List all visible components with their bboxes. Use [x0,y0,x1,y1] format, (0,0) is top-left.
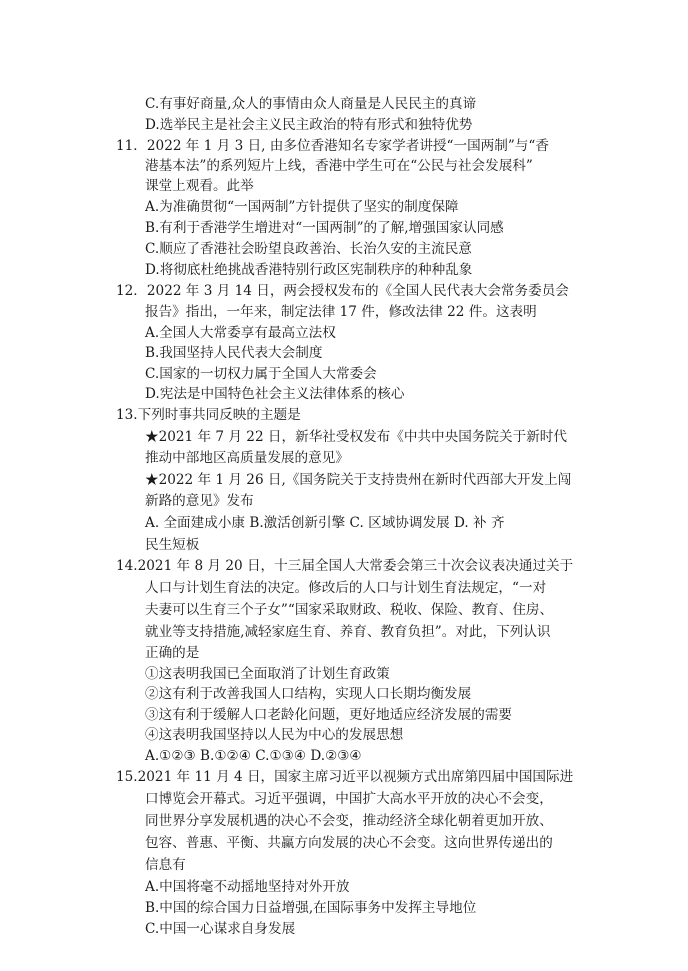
q12-stem-line2: 报告》指出，一年来，制定法律 17 件，修改法律 22 件。这表明 [145,304,537,320]
q15-stem-line5: 信息有 [145,857,186,873]
q14-stem-line4: 就业等支持措施,减轻家庭生育、养育、教育负担”。对此，下列认识 [145,624,551,640]
q13-stem: 13.下列时事共同反映的主题是 [116,407,301,423]
q13-options-line2: 民生短板 [145,537,200,553]
q13-item1-line1: ★2021 年 7 月 22 日，新华社受权发布《中共中央国务院关于新时代 [145,429,567,445]
q14-statement-3: ③这有利于缓解人口老龄化问题，更好地适应经济发展的需要 [145,707,513,723]
q10-option-c: C.有事好商量,众人的事情由众人商量是人民民主的真谛 [145,96,477,112]
q10-option-d: D.选举民主是社会主义民主政治的特有形式和独特优势 [145,117,473,133]
q11-option-d: D.将彻底杜绝挑战香港特别行政区宪制秩序的种种乱象 [145,262,473,278]
q15-stem-line3: 同世界分享发展机遇的决心不会变，推动经济全球化朝着更加开放、 [145,813,553,829]
q13-item2-line2: 新路的意见》发布 [145,493,254,509]
q12-option-d: D.宪法是中国特色社会主义法律体系的核心 [145,386,405,402]
q11-stem-line2: 港基本法”的系列短片上线，香港中学生可在“公民与社会发展科” [145,158,533,174]
q11-option-b: B.有利于香港学生增进对“一国两制”的了解,增强国家认同感 [145,220,504,236]
q14-statement-4: ④这表明我国坚持以人民为中心的发展思想 [145,727,404,743]
q15-stem-line1: 15.2021 年 11 月 4 日，国家主席习近平以视频方式出席第四届中国国际进 [116,769,574,785]
q11-stem-line1: 11．2022 年 1 月 3 日, 由多位香港知名专家学者讲授“一国两制”与“香 [116,138,549,154]
q11-stem-line3: 课堂上观看。此举 [145,178,254,194]
q14-stem-line1: 14.2021 年 8 月 20 日，十三届全国人大常委会第三十次会议表决通过关于 [116,558,574,574]
q12-option-a: A.全国人大常委享有最高立法权 [145,325,336,341]
q14-stem-line3: 夫妻可以生育三个子女”“国家采取财政、税收、保险、教育、住房、 [145,602,554,618]
q14-options: A.①②③ B.①②④ C.①③④ D.②③④ [145,748,362,764]
q12-option-b: B.我国坚持人民代表大会制度 [145,345,323,361]
q13-item1-line2: 推动中部地区高质量发展的意见》 [145,450,349,466]
q12-stem-line1: 12．2022 年 3 月 14 日，两会授权发布的《全国人民代表大会常务委员会 [116,283,569,299]
q13-item2-line1: ★2022 年 1 月 26 日,《国务院关于支持贵州在新时代西部大开发上闯 [145,472,572,488]
q14-statement-2: ②这有利于改善我国人口结构，实现人口长期均衡发展 [145,686,472,702]
q14-statement-1: ①这表明我国已全面取消了计划生育政策 [145,666,390,682]
q13-options-line1: A. 全面建成小康 B.激活创新引擎 C. 区域协调发展 D. 补 齐 [145,515,505,531]
q15-option-b: B.中国的综合国力日益增强,在国际事务中发挥主导地位 [145,900,477,916]
q11-option-a: A.为准确贯彻“一国两制”方针提供了坚实的制度保障 [145,199,459,215]
q15-stem-line2: 口博览会开幕式。习近平强调，中国扩大高水平开放的决心不会变， [145,791,553,807]
q11-option-c: C.顺应了香港社会盼望良政善治、长治久安的主流民意 [145,241,472,257]
q15-stem-line4: 包容、普惠、平衡、共赢方向发展的决心不会变。这向世界传递出的 [145,835,553,851]
q15-option-c: C.中国一心谋求自身发展 [145,921,296,937]
q14-stem-line5: 正确的是 [145,645,200,661]
q15-option-a: A.中国将毫不动摇地坚持对外开放 [145,879,350,895]
q12-option-c: C.国家的一切权力属于全国人大常委会 [145,366,377,382]
q14-stem-line2: 人口与计划生育法的决定。修改后的人口与计划生育法规定，“一对 [145,580,547,596]
